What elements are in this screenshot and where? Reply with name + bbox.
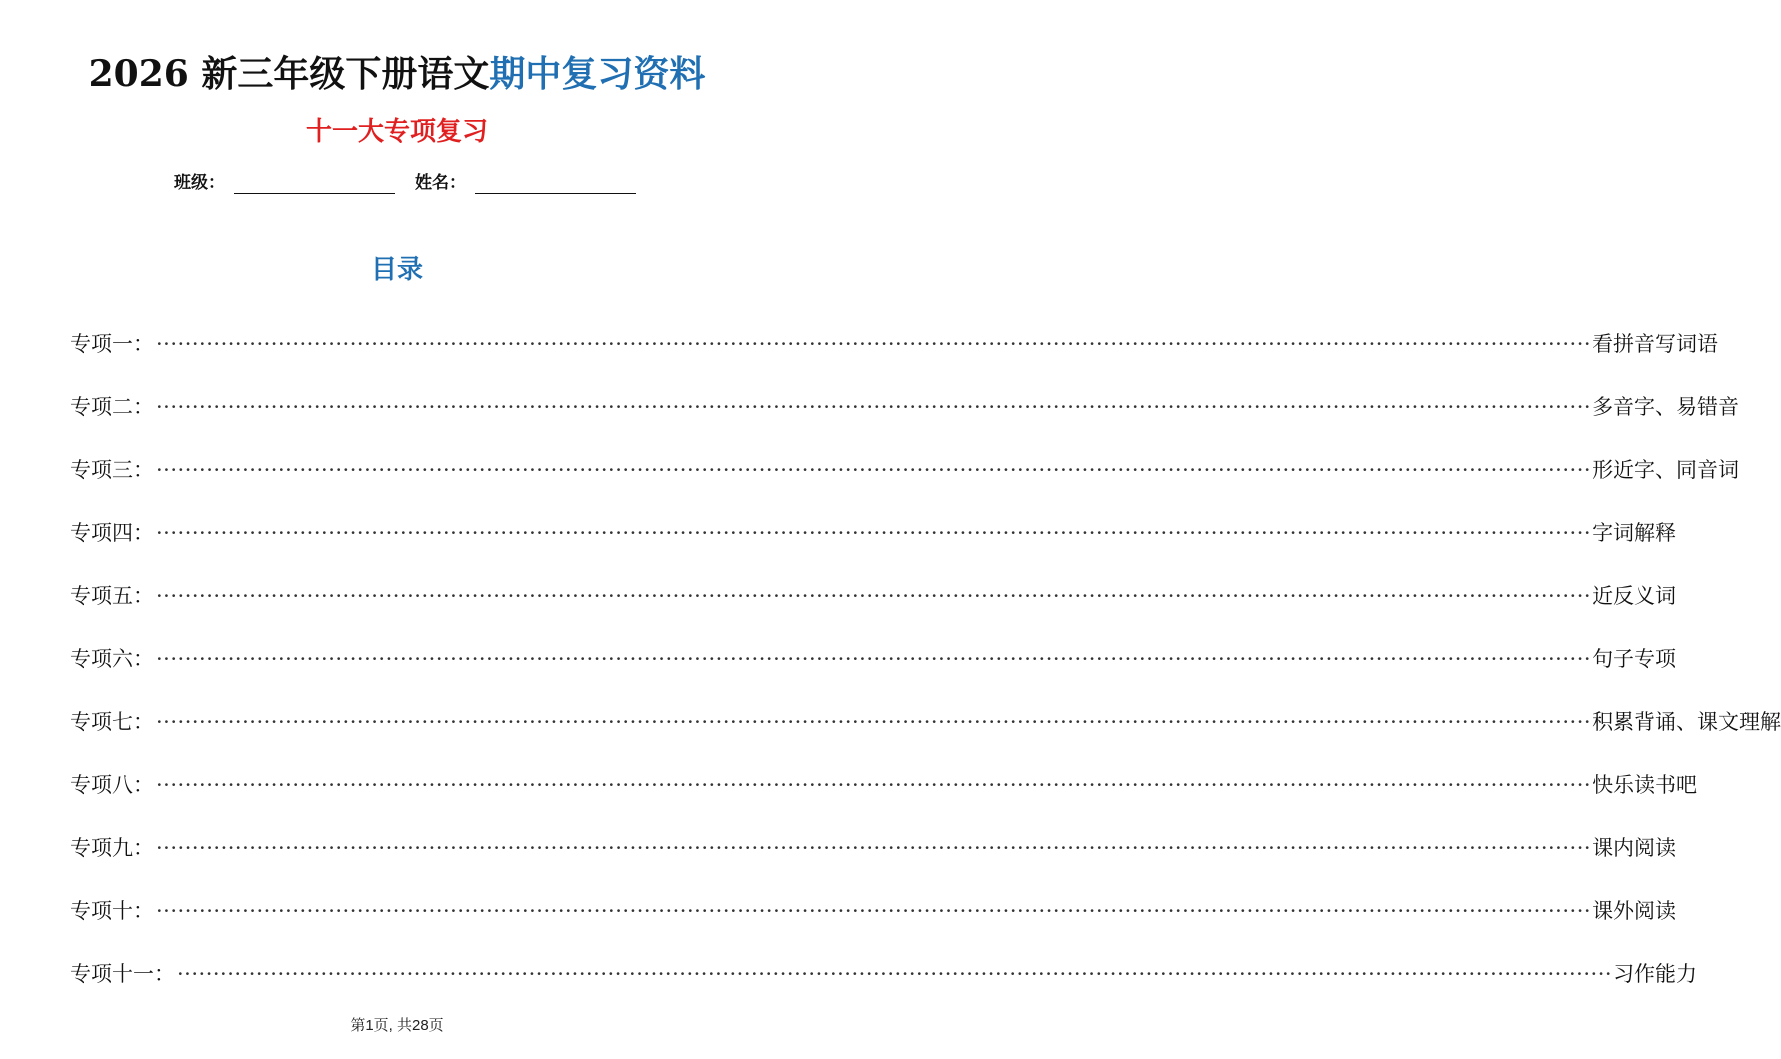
toc-item-title: 句子专项 <box>1592 647 1677 671</box>
table-of-contents <box>70 324 1781 1017</box>
toc-item[interactable] <box>70 891 1677 954</box>
toc-item-title: 形近字、同音词 <box>1592 458 1740 482</box>
toc-item-label: 专项十一： <box>70 962 175 986</box>
name-field[interactable] <box>475 193 636 194</box>
toc-item[interactable] <box>70 513 1677 576</box>
document-subtitle: 十一大专项复习 <box>305 117 488 147</box>
toc-leader-dots: ········································································································································································································ <box>156 584 1592 608</box>
toc-item[interactable] <box>70 450 1740 513</box>
toc-item-title: 多音字、易错音 <box>1592 395 1740 419</box>
toc-item-label: 专项七： <box>70 710 154 734</box>
toc-item-title: 课外阅读 <box>1592 899 1677 923</box>
toc-item-label: 专项五： <box>70 584 154 608</box>
toc-item-title: 课内阅读 <box>1592 836 1677 860</box>
toc-item[interactable] <box>70 639 1677 702</box>
toc-item-title: 看拼音写词语 <box>1592 332 1719 356</box>
toc-item-title: 近反义词 <box>1592 584 1677 608</box>
title-highlight: 期中复习资料 <box>489 53 706 95</box>
toc-item[interactable] <box>70 954 1698 1017</box>
toc-leader-dots: ········································································································································································································ <box>156 710 1592 734</box>
toc-leader-dots: ········································································································································································································ <box>177 962 1613 986</box>
toc-item[interactable] <box>70 324 1719 387</box>
page-footer: 第1页, 共28页 <box>350 1017 444 1034</box>
toc-item[interactable] <box>70 765 1698 828</box>
toc-item-label: 专项六： <box>70 647 154 671</box>
toc-heading: 目录 <box>370 255 423 285</box>
toc-item-title: 积累背诵、课文理解 <box>1592 710 1781 734</box>
class-label: 班级： <box>174 173 225 193</box>
toc-leader-dots: ········································································································································································································ <box>156 332 1592 356</box>
toc-item-title: 字词解释 <box>1592 521 1677 545</box>
toc-item-label: 专项四： <box>70 521 154 545</box>
toc-item[interactable] <box>70 828 1677 891</box>
toc-leader-dots: ········································································································································································································ <box>156 836 1592 860</box>
toc-leader-dots: ········································································································································································································ <box>156 899 1592 923</box>
class-field[interactable] <box>234 193 395 194</box>
toc-item[interactable] <box>70 387 1740 450</box>
toc-item-title: 快乐读书吧 <box>1592 773 1698 797</box>
toc-leader-dots: ········································································································································································································ <box>156 773 1592 797</box>
name-label: 姓名： <box>415 173 466 193</box>
toc-item-label: 专项二： <box>70 395 154 419</box>
toc-item-title: 习作能力 <box>1613 962 1698 986</box>
toc-leader-dots: ········································································································································································································ <box>156 521 1592 545</box>
toc-item[interactable] <box>70 576 1677 639</box>
toc-item[interactable] <box>70 702 1781 765</box>
toc-item-label: 专项九： <box>70 836 154 860</box>
toc-leader-dots: ········································································································································································································ <box>156 458 1592 482</box>
toc-item-label: 专项一： <box>70 332 154 356</box>
toc-leader-dots: ········································································································································································································ <box>156 395 1592 419</box>
document-title <box>0 50 794 98</box>
toc-item-label: 专项八： <box>70 773 154 797</box>
toc-leader-dots: ········································································································································································································ <box>156 647 1592 671</box>
toc-item-label: 专项三： <box>70 458 154 482</box>
title-prefix: 2026 新三年级下册语文 <box>88 53 490 95</box>
student-info-row <box>0 168 794 198</box>
toc-item-label: 专项十： <box>70 899 154 923</box>
